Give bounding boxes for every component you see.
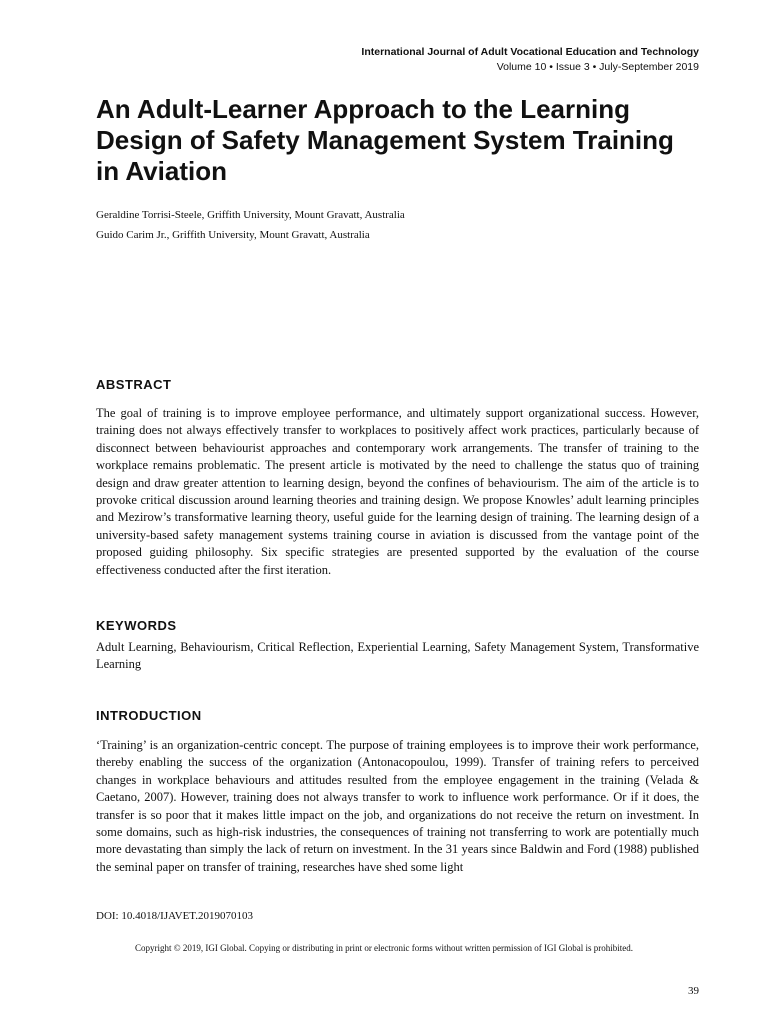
journal-name: International Journal of Adult Vocational Education and Technology <box>361 46 699 58</box>
doi: DOI: 10.4018/IJAVET.2019070103 <box>96 910 253 922</box>
author-affiliation: Guido Carim Jr., Griffith University, Mount Gravatt, Australia <box>96 229 370 241</box>
author-list <box>96 205 405 245</box>
keywords-text: Adult Learning, Behaviourism, Critical Reflection, Experiential Learning, Safety Management System, Transformative Learning <box>96 640 699 672</box>
article-title: An Adult-Learner Approach to the Learning Design of Safety Management System Training in Aviation <box>96 94 674 186</box>
author-affiliation: Geraldine Torrisi-Steele, Griffith University, Mount Gravatt, Australia <box>96 209 405 221</box>
journal-issue: Volume 10 • Issue 3 • July-September 2019 <box>496 61 699 73</box>
journal-header <box>361 45 699 75</box>
keywords-heading: KEYWORDS <box>96 618 177 633</box>
abstract-heading: ABSTRACT <box>96 377 172 392</box>
introduction-heading: INTRODUCTION <box>96 708 202 723</box>
abstract-text: The goal of training is to improve employee performance, and ultimately support organizational success. However, training does not always effectively transfer to workplaces to positively affect work practices, particularly because of disconnect between behaviourist approaches and contemporary work arrangements. The transfer of training to the workplace remains problematic. The present article is motivated by the need to challenge the status quo of training design and draw greater attention to learning design, beyond the confines of behaviourism. The aim of the article is to provoke critical discussion around learning theories and training design. We propose Knowles’ adult learning principles and Mezirow’s transformative learning theory, useful guide for the learning design of training. The learning design of a university-based safety management systems training course in aviation is discussed from the vantage point of the proposed guiding philosophy. Six specific strategies are presented supported by the evaluation of the course effectiveness conducted after the first iteration. <box>96 406 699 577</box>
page-number: 39 <box>688 985 699 997</box>
introduction-text: ‘Training’ is an organization-centric concept. The purpose of training employees is to improve their work performance, thereby enabling the success of the organization (Antonacopoulou, 1999). Transfer of training refers to perceived changes in workplace behaviours and attitudes resulted from the employee engagement in the training (Velada & Caetano, 2007). However, training does not always transfer to work to influence work performance. Or if it does, the transfer is so poor that it makes little impact on the job, and organizations do not receive the return on investment. In some domains, such as high-risk industries, the consequences of training not transferring to work are potentially much more devastating than simply the lack of return on investment. In the 31 years since Baldwin and Ford (1988) published the seminal paper on transfer of training, researches have shed some light <box>96 738 699 874</box>
copyright-notice: Copyright © 2019, IGI Global. Copying or distributing in print or electronic forms without written permission of IGI Global is prohibited. <box>134 943 634 953</box>
